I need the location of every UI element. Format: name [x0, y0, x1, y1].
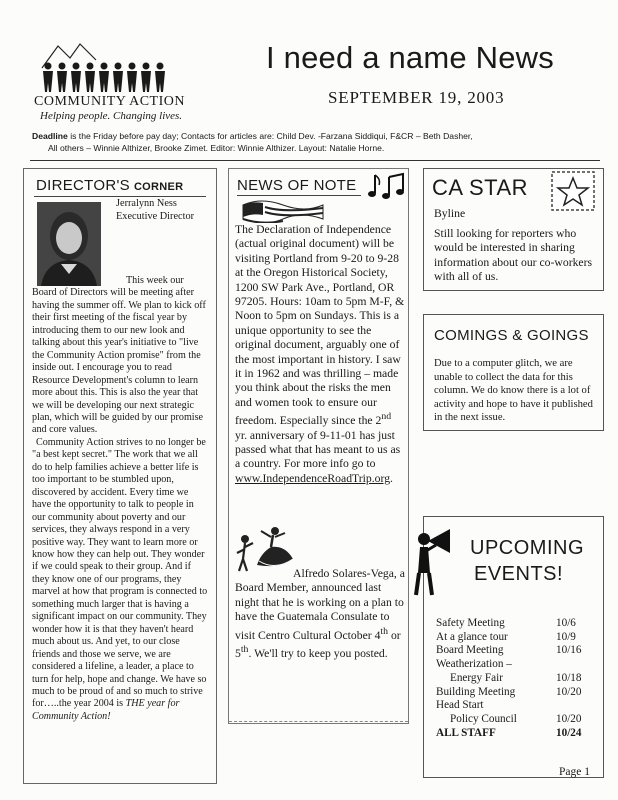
- newsletter-title: I need a name News: [266, 40, 554, 75]
- event-date: 10/24: [556, 726, 582, 739]
- event-name: Safety Meeting: [436, 617, 505, 629]
- column-end-rule: [229, 721, 408, 722]
- event-date: 10/9: [556, 630, 576, 643]
- megaphone-person-icon: [410, 527, 454, 597]
- news-of-note-column: [228, 168, 409, 724]
- events-list: [436, 617, 596, 740]
- guatemala-consulate-article: Alfredo Solares-Vega, a Board Member, announced last night that he is working on a plan to have the Guatemala Consulate to visit Centro Cultural October 4th or 5th. We'll try to keep you posted.: [235, 567, 405, 660]
- comings-goings-title: COMINGS & GOINGS: [434, 327, 589, 344]
- article-paragraph: This week our Board of Directors will be meeting after having the summer off. We plan to kick off their first meeting of the fiscal year by introducing them to our new look and talking about this year's initiative to "live the Community Action promise" from the inside out. I encourage you to read Resource Development's column to learn more about this. This is also the year that we will be developing our next strategic plan, which will be guided by our promise and core values.: [32, 275, 206, 436]
- event-date: 10/20: [556, 685, 582, 698]
- event-row: [436, 672, 596, 686]
- upcoming-events-box: [423, 516, 604, 778]
- closing-emphasis: THE year for Community Action!: [32, 698, 180, 722]
- event-name: ALL STAFF: [436, 726, 496, 739]
- declaration-article: The Declaration of Independence (actual original document) will be visiting Portland from 9-20 to 9-28 at the Oregon Historical Society, 1200 SW Park Ave., Portland, OR 97205. Hours: 10am to 5pm M-F, & Noon to 5pm on Sundays. This is a unique opportunity to see the original document, arguably one of the most important in history. I saw it in 1962 and was thrilling – made you think about the risks the men and women took to ensure our freedom. Especially since the 2nd yr. anniversary of 9-11-01 has just passed what that has meant to us as a country. For more info go to www.IndependenceRoadTrip.org.: [235, 223, 405, 485]
- event-name: Weatherization –: [436, 658, 512, 671]
- event-row: [436, 658, 596, 672]
- event-row: [436, 699, 596, 713]
- event-date: 10/6: [556, 617, 576, 629]
- event-row: [436, 686, 596, 700]
- title-rule: [237, 195, 361, 196]
- event-date: [556, 699, 596, 713]
- event-row: [436, 713, 596, 727]
- star-icon: [550, 170, 596, 212]
- ca-star-text: Still looking for reporters who would be interested in sharing information about our co-workers with all of us.: [434, 227, 593, 284]
- event-date: [556, 658, 596, 672]
- issue-date: SEPTEMBER 19, 2003: [328, 88, 505, 107]
- music-notes-icon: [367, 171, 407, 201]
- comings-goings-box: [423, 314, 604, 431]
- event-name: Policy Council: [450, 712, 517, 725]
- event-date: 10/20: [556, 712, 582, 725]
- event-name: At a glance tour: [436, 630, 508, 643]
- american-flag-icon: [239, 197, 327, 223]
- deadline-info: [32, 130, 602, 154]
- independence-roadtrip-link[interactable]: www.IndependenceRoadTrip.org: [235, 471, 391, 485]
- logo-name: COMMUNITY ACTION: [34, 94, 185, 109]
- page-number: Page 1: [559, 766, 590, 778]
- director-role: Executive Director: [116, 211, 195, 222]
- directors-corner-title: DIRECTOR'S CORNER: [36, 177, 184, 194]
- upcoming-events-title: UPCOMING EVENTS!: [470, 537, 584, 585]
- event-name: Energy Fair: [450, 671, 503, 684]
- logo-tagline: Helping people. Changing lives.: [40, 110, 183, 122]
- event-name: Building Meeting: [436, 685, 516, 698]
- deadline-line1: is the Friday before pay day; Contacts for articles are: Child Dev. -Farzana Siddiqui, F&CR – Beth Dasher,: [67, 131, 473, 141]
- article-paragraph: Community Action strives to no longer be "a best kept secret." The work that we all do to help families achieve a better life is too important to be stumbled upon, discovered by accident. Every time we have the opportunity to talk to people in our community about poverty and our services, they always respond in a very positive way. They want to learn more or know how they can help out. They wonder if we could speak to their group. And if they know one of our programs, they marvel at how that program is connected to something much larger that is having a significant impact on our community. They wonder how it is that they haven't heard much about us. And yet, to our close friends and those we serve, we are considered a lifeline, a leader, a place to turn for help, hope and change. We have so much to be proud of and so much to strive for…..the year 2004 is THE year for Community Action!: [32, 436, 208, 722]
- director-name: Jerralynn Ness: [116, 198, 177, 209]
- ca-star-title: CA STAR: [432, 175, 529, 200]
- event-row: [436, 644, 596, 658]
- event-name: Board Meeting: [436, 644, 504, 657]
- event-date: 10/18: [556, 671, 582, 684]
- header-rule: [30, 160, 600, 161]
- community-action-logo: [28, 38, 198, 128]
- deadline-label: Deadline: [32, 131, 68, 141]
- event-row: [436, 727, 596, 741]
- directors-corner-column: [23, 168, 217, 784]
- directors-article: [32, 275, 208, 723]
- comings-goings-text: Due to a computer glitch, we are unable to collect the data for this column. We do know there is a lot of activity and hope to have it published in the next issue.: [434, 358, 593, 424]
- event-row: [436, 631, 596, 645]
- event-row: [436, 617, 596, 631]
- event-date: 10/16: [556, 644, 582, 657]
- deadline-line2: All others – Winnie Althizer, Brooke Zimet. Editor: Winnie Althizer. Layout: Natalie Horne.: [48, 143, 385, 153]
- director-photo: [37, 202, 101, 286]
- news-of-note-title: NEWS OF NOTE: [237, 177, 357, 194]
- ca-star-byline: Byline: [434, 207, 466, 220]
- event-name: Head Start: [436, 699, 484, 712]
- people-chain-icon: [36, 38, 186, 96]
- ca-star-box: [423, 168, 604, 291]
